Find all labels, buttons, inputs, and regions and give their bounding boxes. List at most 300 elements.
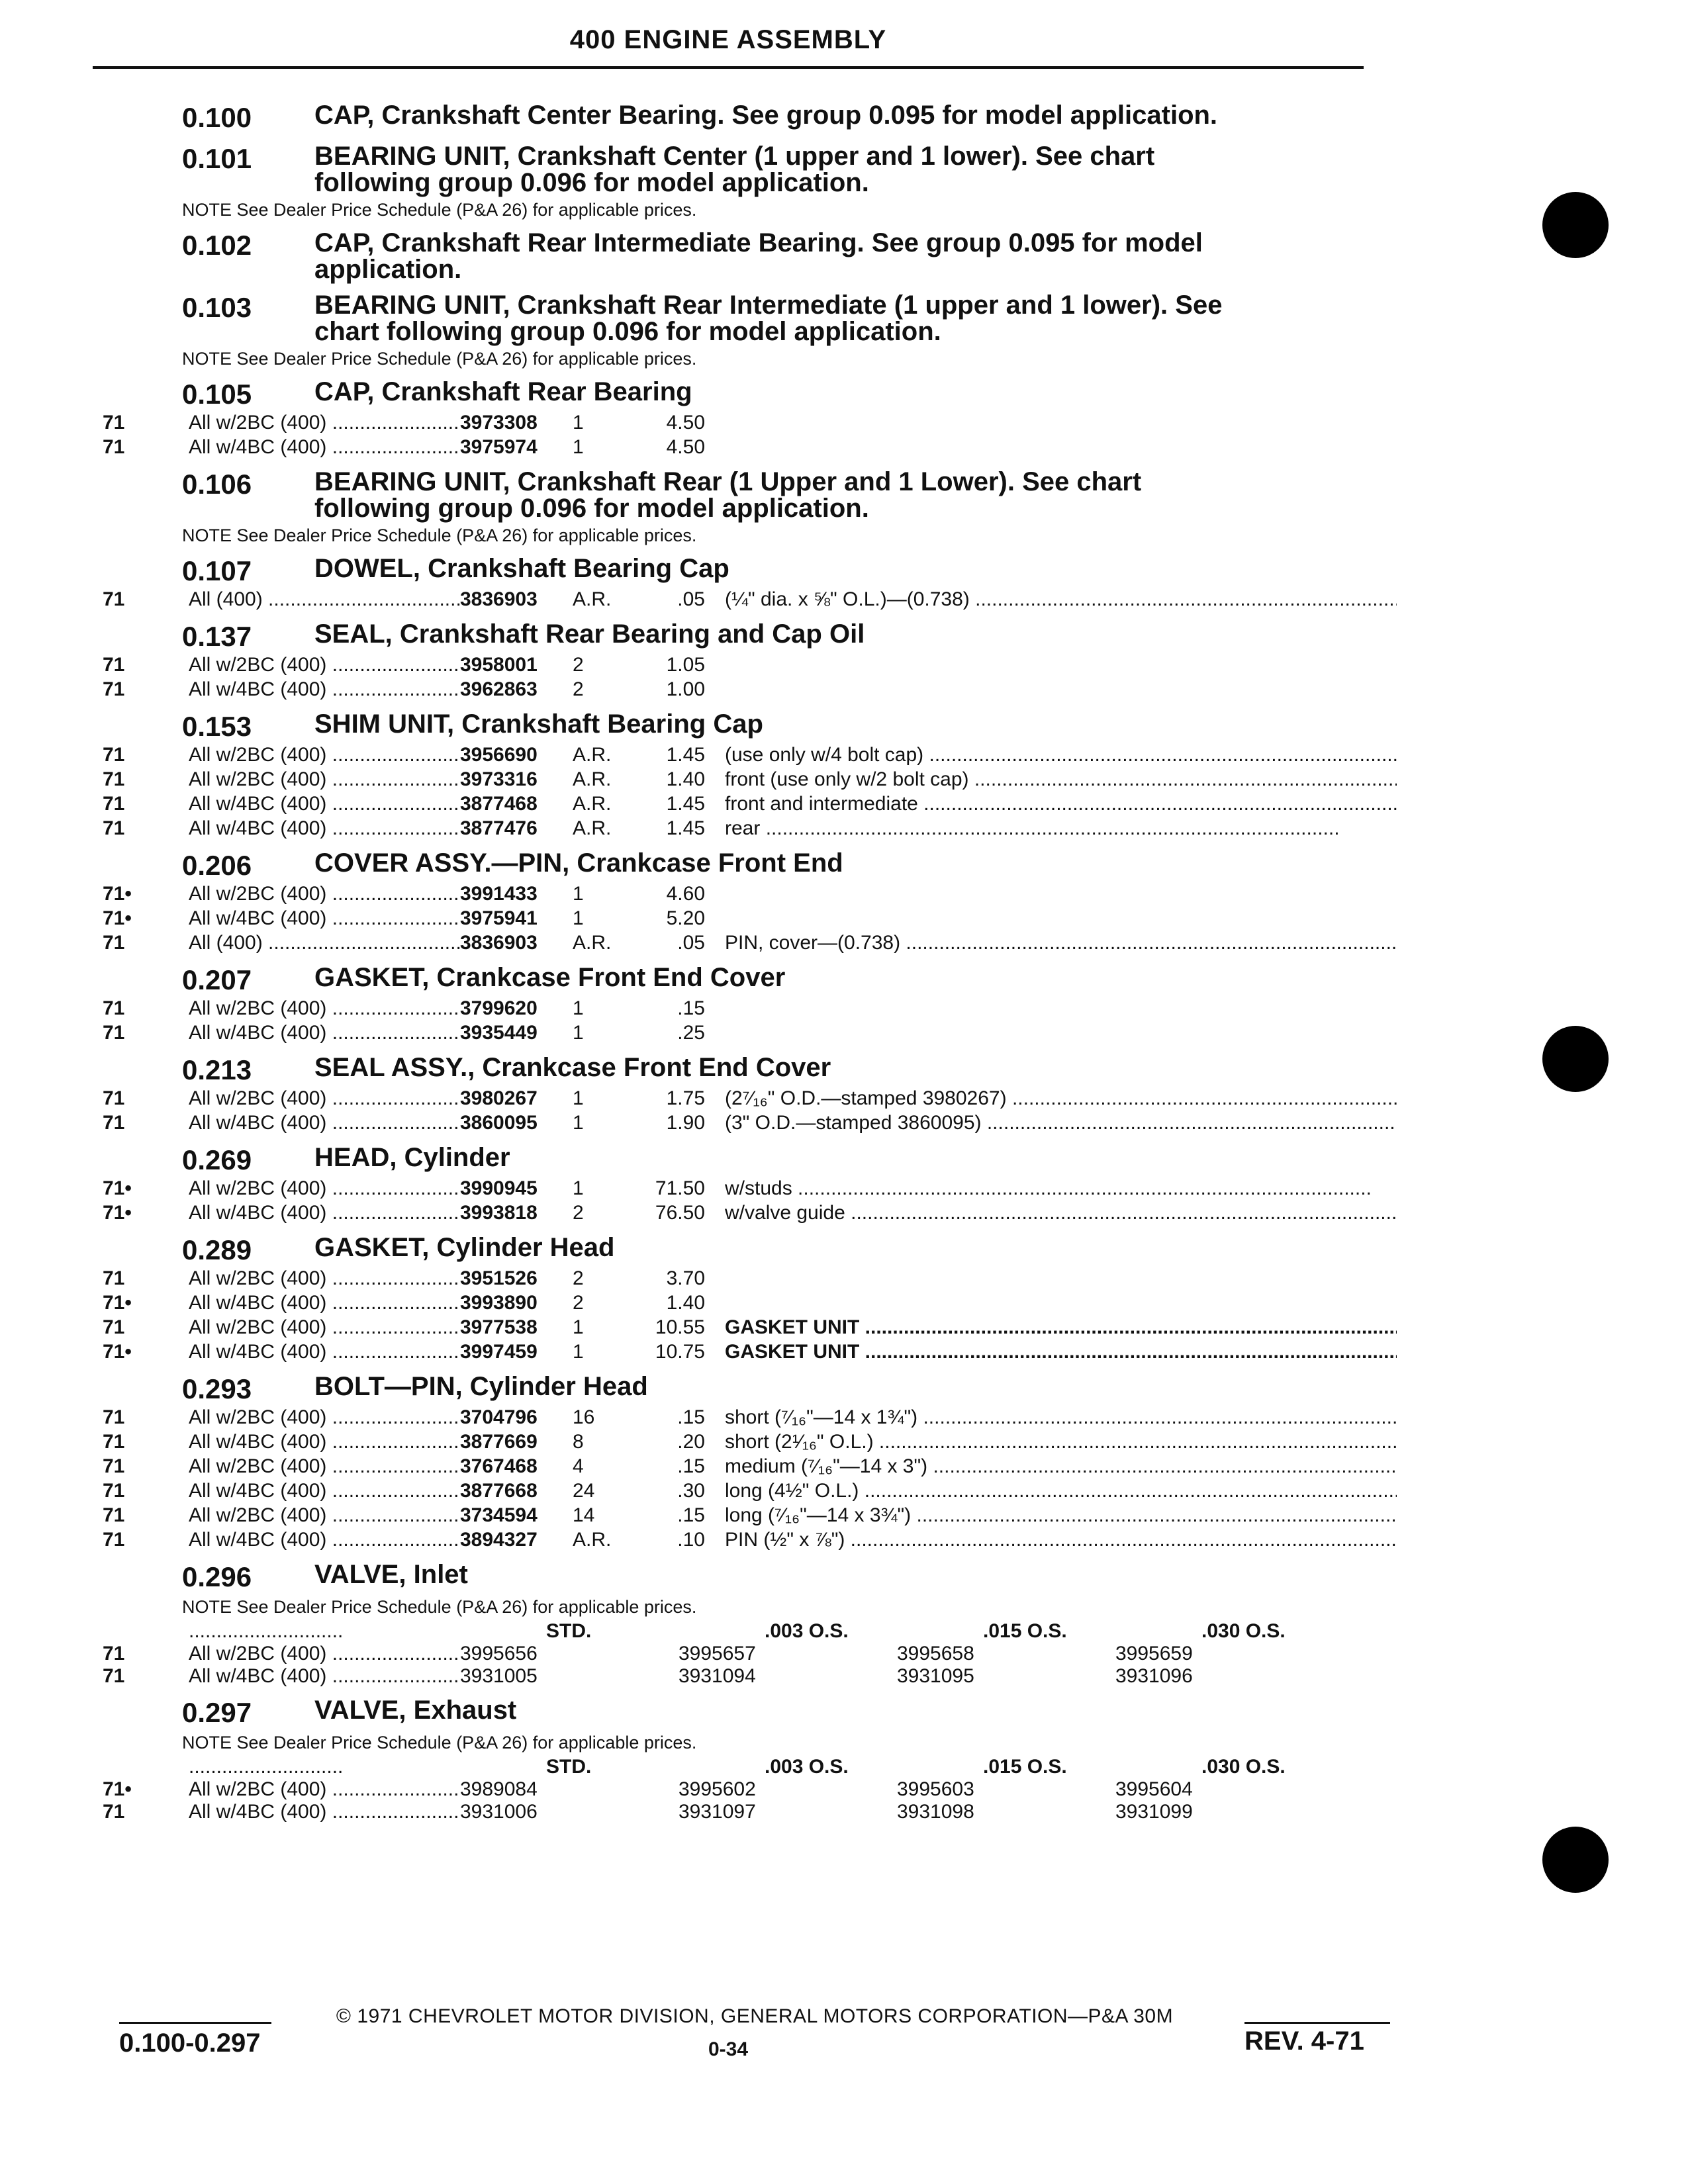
part-row [99,677,1397,702]
part-row [99,996,1397,1021]
part-number: 3995604 [1115,1778,1193,1800]
part-number: 3836903 [460,588,538,610]
column-header: STD. [546,1620,592,1642]
application: All w/4BC (400) ..... [189,906,460,931]
model-year: 71 [103,1455,125,1477]
description: front and intermediate ..... [705,792,1397,816]
section-0-289 [99,1234,1397,1364]
price: 1.00 [666,678,705,700]
group-number: 0.100 [182,102,252,133]
section-0-101 [99,143,1397,220]
model-year: 71• [103,883,132,905]
group-number: 0.101 [182,143,252,174]
part-row [99,1315,1397,1340]
group-title: SEAL ASSY., Crankcase Front End Cover [314,1053,831,1082]
valve-row [99,1778,1397,1801]
section-header [99,230,1397,283]
quantity: A.R. [573,793,612,815]
part-row [99,1086,1397,1111]
price: 1.90 [666,1112,705,1134]
price: 4.50 [666,412,705,433]
section-0-107 [99,555,1397,612]
valve-row [99,1643,1397,1665]
quantity: 1 [573,1341,584,1363]
group-number: 0.297 [182,1697,252,1728]
part-number: 3995657 [679,1643,756,1664]
column-header: .015 O.S. [983,1756,1067,1778]
group-title: GASKET, Cylinder Head [314,1233,615,1262]
quantity: 1 [573,883,584,905]
price: 1.40 [666,768,705,790]
group-number: 0.289 [182,1234,252,1265]
application: All w/2BC (400) ..... [189,1266,460,1291]
price: 5.20 [666,907,705,929]
part-number: 3931005 [460,1665,538,1687]
section-0-293 [99,1373,1397,1552]
quantity: 1 [573,1316,584,1338]
application: All w/2BC (400) ..... [189,882,460,906]
part-number: 3931006 [460,1801,538,1823]
section-0-102 [99,230,1397,283]
part-row [99,410,1397,435]
price: 1.75 [666,1087,705,1109]
price-note: NOTE See Dealer Price Schedule (P&A 26) for applicable prices. [182,1597,697,1617]
group-title: CAP, Crankshaft Center Bearing. See group 0.095 for model application. [314,101,1218,130]
section-header [99,1054,1397,1086]
price-note: NOTE See Dealer Price Schedule (P&A 26) for applicable prices. [182,1733,697,1752]
part-number: 3931094 [679,1665,756,1687]
group-title: GASKET, Crankcase Front End Cover [314,963,786,992]
quantity: 24 [573,1480,595,1502]
description: (¼" dia. x ⅝" O.L.)—(0.738) ..... [705,587,1397,612]
part-number: 3767468 [460,1455,538,1477]
application: All w/4BC (400) ..... [189,1430,460,1454]
application: All w/4BC (400) ..... [189,792,460,816]
part-number: 3956690 [460,744,538,766]
group-number: 0.269 [182,1144,252,1175]
section-0-269 [99,1144,1397,1225]
model-year: 71 [103,817,125,839]
group-number: 0.296 [182,1561,252,1592]
section-0-297 [99,1697,1397,1823]
quantity: 16 [573,1406,595,1428]
group-title: BEARING UNIT, Crankshaft Rear (1 Upper and 1 Lower). See chart following group 0.096 for model application. [314,467,1142,523]
group-title: SHIM UNIT, Crankshaft Bearing Cap [314,709,763,739]
description: front (use only w/2 bolt cap) ..... [705,767,1397,792]
application: All w/2BC (400) ..... [189,1454,460,1479]
application: All w/2BC (400) ..... [189,1315,460,1340]
application: All w/2BC (400) ..... [189,653,460,677]
quantity: 1 [573,1022,584,1044]
model-year: 71 [103,1431,125,1453]
quantity: A.R. [573,932,612,954]
quantity: 2 [573,1202,584,1224]
leader-dots [99,1620,546,1643]
description: (use only w/4 bolt cap) ..... [705,743,1397,767]
part-row [99,1176,1397,1201]
oversize-header [99,1620,1397,1643]
title-rule [93,66,1364,69]
binder-hole-middle [1542,1026,1609,1092]
price: 1.40 [666,1292,705,1314]
part-row [99,792,1397,816]
price: 3.70 [666,1267,705,1289]
price-note: NOTE See Dealer Price Schedule (P&A 26) for applicable prices. [182,200,697,220]
part-number: 3931097 [679,1801,756,1823]
part-row [99,1527,1397,1552]
application: All w/4BC (400) ..... [189,1479,460,1503]
price: .05 [677,932,705,954]
parts-list [99,93,1397,1823]
part-number: 3980267 [460,1087,538,1109]
footer-rule-right [1244,2022,1390,2024]
model-year: 71 [103,1406,125,1428]
model-year: 71 [103,654,125,676]
price: .25 [677,1022,705,1044]
application: All w/2BC (400) ..... [189,996,460,1021]
quantity: 8 [573,1431,584,1453]
group-title: VALVE, Exhaust [314,1696,517,1725]
quantity: 1 [573,1112,584,1134]
part-number: 3799620 [460,997,538,1019]
section-0-207 [99,964,1397,1045]
part-number: 3734594 [460,1504,538,1526]
part-row [99,1405,1397,1430]
part-number: 3951526 [460,1267,538,1289]
description: PIN (½" x ⅞") ..... [705,1527,1397,1552]
description: GASKET UNIT ..... [705,1340,1397,1364]
section-0-213 [99,1054,1397,1135]
application: All w/2BC (400) ..... [189,1176,460,1201]
part-row [99,1454,1397,1479]
section-header [99,1234,1397,1266]
description: w/valve guide ..... [705,1201,1397,1225]
group-number: 0.105 [182,379,252,410]
footer-group-range: 0.100-0.297 [119,2028,261,2058]
model-year: 71 [103,1112,125,1134]
group-title: CAP, Crankshaft Rear Intermediate Bearing. See group 0.095 for model application. [314,228,1203,284]
model-year: 71 [103,997,125,1019]
description: PIN, cover—(0.738) ..... [705,931,1397,955]
model-year: 71 [103,1087,125,1109]
model-year: 71 [103,1267,125,1289]
model-year: 71 [103,1504,125,1526]
part-number: 3990945 [460,1177,538,1199]
section-header [99,1373,1397,1405]
section-header [99,964,1397,996]
part-row [99,1430,1397,1454]
price: 10.75 [655,1341,705,1363]
model-year: 71 [103,436,125,458]
quantity: A.R. [573,817,612,839]
part-number: 3931098 [897,1801,974,1823]
group-number: 0.102 [182,230,252,261]
part-number: 3993818 [460,1202,538,1224]
part-row [99,1266,1397,1291]
section-0-296 [99,1561,1397,1688]
part-number: 3931095 [897,1665,974,1687]
part-row [99,1111,1397,1135]
quantity: 2 [573,1267,584,1289]
part-row [99,653,1397,677]
model-year: 71• [103,1341,132,1363]
part-row [99,1503,1397,1527]
footer-copyright: © 1971 CHEVROLET MOTOR DIVISION, GENERAL MOTORS CORPORATION—P&A 30M [336,2005,1174,2027]
group-number: 0.206 [182,850,252,881]
model-year: 71• [103,1177,132,1199]
description: long (4½" O.L.) ..... [705,1479,1397,1503]
quantity: 14 [573,1504,595,1526]
leader-dots [99,1756,546,1778]
model-year: 71 [103,744,125,766]
model-year: 71 [103,1480,125,1502]
part-number: 3995603 [897,1778,974,1800]
application: All w/4BC (400) ..... [189,1340,460,1364]
description: long (⁷⁄₁₆"—14 x 3¾") ..... [705,1503,1397,1527]
group-title: CAP, Crankshaft Rear Bearing [314,377,692,406]
group-title: BEARING UNIT, Crankshaft Rear Intermediate (1 upper and 1 lower). See chart following group 0.096 for model application. [314,291,1223,346]
price: .15 [677,1406,705,1428]
application: All w/2BC (400) ..... [189,410,460,435]
valve-row [99,1801,1397,1823]
page-title: 400 ENGINE ASSEMBLY [569,25,887,54]
group-number: 0.207 [182,964,252,995]
part-number: 3973316 [460,768,538,790]
section-header [99,711,1397,743]
part-number: 3995602 [679,1778,756,1800]
description: w/studs ..... [705,1176,1397,1201]
application: All w/2BC (400) ..... [189,1778,460,1801]
application: All w/2BC (400) ..... [189,1503,460,1527]
part-number: 3989084 [460,1778,538,1800]
section-0-106 [99,469,1397,546]
binder-hole-top [1542,192,1609,258]
section-header [99,1144,1397,1176]
part-number: 3931099 [1115,1801,1193,1823]
part-number: 3958001 [460,654,538,676]
application: All (400) ..... [189,587,460,612]
application: All w/4BC (400) ..... [189,1527,460,1552]
application: All w/2BC (400) ..... [189,1086,460,1111]
price: 4.50 [666,436,705,458]
description: GASKET UNIT ..... [705,1315,1397,1340]
application: All w/4BC (400) ..... [189,1291,460,1315]
application: All w/2BC (400) ..... [189,767,460,792]
application: All w/4BC (400) ..... [189,435,460,459]
group-number: 0.153 [182,711,252,742]
group-title: BEARING UNIT, Crankshaft Center (1 upper and 1 lower). See chart following group 0.096 for model application. [314,142,1155,197]
quantity: 1 [573,412,584,433]
section-0-153 [99,711,1397,841]
model-year: 71 [103,1022,125,1044]
part-number: 3975941 [460,907,538,929]
quantity: A.R. [573,744,612,766]
quantity: 1 [573,997,584,1019]
part-number: 3704796 [460,1406,538,1428]
quantity: 2 [573,654,584,676]
part-number: 3935449 [460,1022,538,1044]
part-row [99,1291,1397,1315]
column-header: .030 O.S. [1201,1756,1286,1778]
model-year: 71 [103,932,125,954]
application: All w/2BC (400) ..... [189,743,460,767]
price: .20 [677,1431,705,1453]
application: All w/4BC (400) ..... [189,1801,460,1823]
price: .15 [677,1455,705,1477]
section-header [99,1697,1397,1729]
footer-revision: REV. 4-71 [1244,2026,1364,2056]
model-year: 71 [103,768,125,790]
oversize-header [99,1756,1397,1778]
group-number: 0.137 [182,621,252,652]
price: 76.50 [655,1202,705,1224]
section-0-105 [99,379,1397,459]
column-header: STD. [546,1756,592,1778]
part-row [99,1479,1397,1503]
price: 4.60 [666,883,705,905]
group-title: BOLT—PIN, Cylinder Head [314,1372,648,1401]
description: short (⁷⁄₁₆"—14 x 1¾") ..... [705,1405,1397,1430]
price: 10.55 [655,1316,705,1338]
group-title: COVER ASSY.—PIN, Crankcase Front End [314,848,843,878]
footer-page-number: 0-34 [708,2038,749,2060]
part-number: 3995656 [460,1643,538,1664]
column-header: .003 O.S. [765,1620,849,1642]
price: 1.05 [666,654,705,676]
group-title: SEAL, Crankshaft Rear Bearing and Cap Oil [314,619,865,649]
part-row [99,767,1397,792]
description: (3" O.D.—stamped 3860095) ..... [705,1111,1397,1135]
group-number: 0.103 [182,292,252,323]
part-row [99,906,1397,931]
part-row [99,816,1397,841]
model-year: 71 [103,1665,125,1687]
part-number: 3894327 [460,1529,538,1551]
description: short (2¹⁄₁₆" O.L.) ..... [705,1430,1397,1454]
part-number: 3877468 [460,793,538,815]
part-number: 3931096 [1115,1665,1193,1687]
group-number: 0.107 [182,555,252,586]
model-year: 71 [103,1801,125,1823]
part-row [99,882,1397,906]
section-header [99,379,1397,410]
price: 71.50 [655,1177,705,1199]
section-header [99,850,1397,882]
group-number: 0.293 [182,1373,252,1404]
quantity: A.R. [573,768,612,790]
part-number: 3973308 [460,412,538,433]
model-year: 71 [103,1643,125,1664]
group-title: HEAD, Cylinder [314,1143,510,1172]
quantity: 1 [573,1087,584,1109]
column-header: .003 O.S. [765,1756,849,1778]
application: All w/4BC (400) ..... [189,1665,460,1688]
quantity: 2 [573,1292,584,1314]
column-header: .015 O.S. [983,1620,1067,1642]
application: All w/4BC (400) ..... [189,1111,460,1135]
part-number: 3991433 [460,883,538,905]
price: 1.45 [666,793,705,815]
price: .10 [677,1529,705,1551]
quantity: 1 [573,1177,584,1199]
section-header [99,143,1397,196]
section-header [99,621,1397,653]
column-header: .030 O.S. [1201,1620,1286,1642]
price: .15 [677,1504,705,1526]
quantity: 1 [573,436,584,458]
model-year: 71 [103,793,125,815]
model-year: 71• [103,1202,132,1224]
model-year: 71• [103,1778,132,1800]
part-number: 3995659 [1115,1643,1193,1664]
group-number: 0.213 [182,1054,252,1085]
part-number: 3997459 [460,1341,538,1363]
price: 1.45 [666,817,705,839]
description: medium (⁷⁄₁₆"—14 x 3") ..... [705,1454,1397,1479]
model-year: 71• [103,1292,132,1314]
section-0-206 [99,850,1397,955]
part-number: 3860095 [460,1112,538,1134]
part-number: 3975974 [460,436,538,458]
section-header [99,102,1397,134]
quantity: A.R. [573,1529,612,1551]
part-number: 3877668 [460,1480,538,1502]
price: 1.45 [666,744,705,766]
application: All w/2BC (400) ..... [189,1405,460,1430]
part-row [99,1021,1397,1045]
model-year: 71• [103,907,132,929]
description: (2⁷⁄₁₆" O.D.—stamped 3980267) ..... [705,1086,1397,1111]
application: All w/2BC (400) ..... [189,1643,460,1665]
part-number: 3977538 [460,1316,538,1338]
part-row [99,931,1397,955]
group-title: DOWEL, Crankshaft Bearing Cap [314,554,729,583]
model-year: 71 [103,588,125,610]
price-note: NOTE See Dealer Price Schedule (P&A 26) for applicable prices. [182,349,697,369]
part-row [99,587,1397,612]
quantity: 2 [573,678,584,700]
quantity: 1 [573,907,584,929]
part-row [99,743,1397,767]
section-0-100 [99,102,1397,134]
section-header [99,469,1397,522]
part-row [99,1201,1397,1225]
part-number: 3836903 [460,932,538,954]
price-note: NOTE See Dealer Price Schedule (P&A 26) for applicable prices. [182,525,697,545]
section-0-103 [99,292,1397,369]
description: rear ..... [705,816,1397,841]
section-header [99,1561,1397,1593]
application: All w/4BC (400) ..... [189,1021,460,1045]
part-row [99,435,1397,459]
quantity: A.R. [573,588,612,610]
quantity: 4 [573,1455,584,1477]
valve-row [99,1665,1397,1688]
part-number: 3995658 [897,1643,974,1664]
application: All w/4BC (400) ..... [189,1201,460,1225]
model-year: 71 [103,1316,125,1338]
section-header [99,292,1397,345]
application: All (400) ..... [189,931,460,955]
price: .15 [677,997,705,1019]
part-number: 3993890 [460,1292,538,1314]
group-number: 0.106 [182,469,252,500]
price: .30 [677,1480,705,1502]
price: .05 [677,588,705,610]
model-year: 71 [103,1529,125,1551]
part-number: 3877476 [460,817,538,839]
group-title: VALVE, Inlet [314,1560,468,1589]
